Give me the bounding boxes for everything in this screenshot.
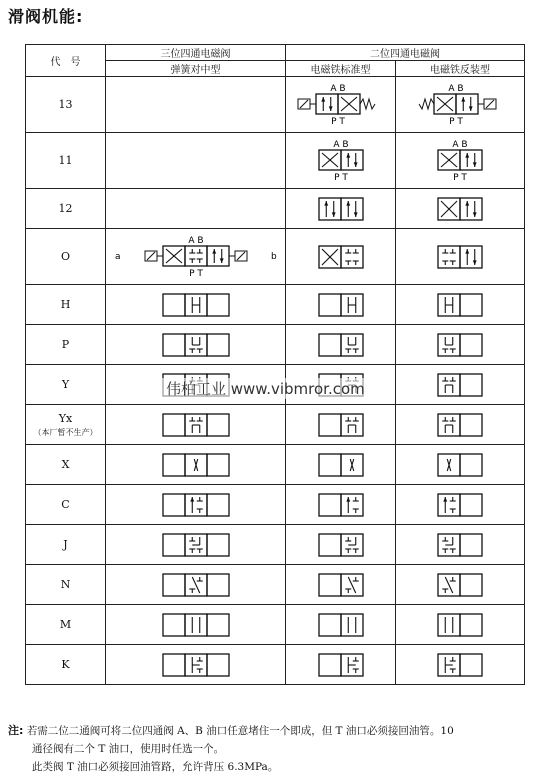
valve-position-box	[185, 534, 207, 556]
valve-symbol-standard-13	[288, 79, 394, 131]
cell-two-standard	[286, 485, 396, 525]
valve-position-box	[185, 654, 207, 676]
valve-position-box	[341, 198, 363, 220]
cell-three-position	[106, 525, 286, 565]
valve-symbol-standard-x	[301, 450, 381, 480]
row-code-text: Y	[61, 378, 70, 391]
note-line-1: 若需二位二通阀可将二位四通阀 A、B 油口任意堵住一个即成，但 T 油口必须接回油管。10	[26, 725, 454, 737]
valve-symbol-standard-k	[301, 650, 381, 680]
cell-two-standard	[286, 77, 396, 133]
valve-symbol-reversed-11	[420, 135, 500, 187]
valve-position-box	[207, 294, 229, 316]
port-label-ab: A B	[329, 83, 346, 94]
header-reversed-solenoid: 电磁铁反装型	[396, 61, 525, 77]
cell-two-standard	[286, 525, 396, 565]
valve-position-box	[438, 414, 460, 436]
row-code-text: N	[60, 578, 71, 591]
table-row	[26, 285, 525, 325]
cell-two-reversed	[396, 285, 525, 325]
valve-position-box	[460, 334, 482, 356]
table-row	[26, 229, 525, 285]
table-row	[26, 325, 525, 365]
valve-symbol-reversed-j	[420, 530, 500, 560]
valve-position-box	[460, 150, 482, 170]
port-label-pt: P T	[188, 268, 203, 279]
table-row	[26, 605, 525, 645]
valve-position-box	[207, 654, 229, 676]
valve-position-box	[438, 150, 460, 170]
valve-position-box	[341, 246, 363, 268]
valve-position-box	[460, 294, 482, 316]
cell-three-position	[106, 605, 286, 645]
valve-position-box	[319, 574, 341, 596]
valve-position-box	[438, 454, 460, 476]
cell-two-reversed	[396, 365, 525, 405]
cell-three-position	[106, 133, 286, 189]
cell-two-standard	[286, 405, 396, 445]
valve-position-box	[163, 334, 185, 356]
valve-position-box	[460, 574, 482, 596]
valve-position-box	[163, 534, 185, 556]
valve-position-box	[460, 374, 482, 396]
valve-symbol-standard-m	[301, 610, 381, 640]
valve-position-box	[460, 534, 482, 556]
cell-three-position	[106, 189, 286, 229]
valve-position-box	[163, 246, 185, 266]
valve-position-box	[319, 246, 341, 268]
valve-position-box	[438, 374, 460, 396]
row-code	[26, 325, 106, 365]
valve-position-box	[460, 246, 482, 268]
cell-three-position	[106, 77, 286, 133]
valve-symbol-standard-h	[301, 290, 381, 320]
header-three-position: 三位四通电磁阀	[106, 45, 286, 61]
watermark: 伟柏工业 www.vibmror.com	[162, 378, 369, 399]
valve-position-box	[207, 414, 229, 436]
valve-position-box	[207, 334, 229, 356]
row-code	[26, 189, 106, 229]
valve-position-box	[163, 574, 185, 596]
valve-position-box	[185, 334, 207, 356]
valve-position-box	[438, 294, 460, 316]
valve-symbol-standard-n	[301, 570, 381, 600]
cell-two-reversed	[396, 325, 525, 365]
row-code-text: 12	[58, 202, 73, 215]
row-code-text: C	[61, 498, 70, 511]
valve-symbol-standard-12	[301, 194, 381, 224]
valve-position-box	[438, 246, 460, 268]
valve-symbol-reversed-h	[420, 290, 500, 320]
cell-two-reversed	[396, 645, 525, 685]
row-code	[26, 133, 106, 189]
cell-two-standard	[286, 229, 396, 285]
valve-position-box	[456, 94, 478, 114]
port-label-ab: A B	[187, 235, 204, 246]
valve-symbol-standard-c	[301, 490, 381, 520]
table-row	[26, 133, 525, 189]
header-two-position: 二位四通电磁阀	[286, 45, 525, 61]
valve-symbol-three-o	[108, 231, 284, 283]
valve-position-box	[163, 614, 185, 636]
header-standard-solenoid: 电磁铁标准型	[286, 61, 396, 77]
valve-symbol-standard-j	[301, 530, 381, 560]
valve-position-box	[185, 414, 207, 436]
note-line-3: 此类阀 T 油口必须接回油管路，允许背压 6.3MPa。	[32, 761, 279, 773]
cell-three-position	[106, 565, 286, 605]
cell-two-reversed	[396, 229, 525, 285]
cell-two-reversed	[396, 189, 525, 229]
valve-symbol-reversed-x	[420, 450, 500, 480]
port-label-pt: P T	[330, 116, 345, 127]
valve-symbol-three-c	[131, 490, 261, 520]
valve-symbol-reversed-k	[420, 650, 500, 680]
row-code	[26, 485, 106, 525]
valve-position-box	[207, 454, 229, 476]
valve-symbol-three-yx	[131, 410, 261, 440]
valve-symbol-reversed-n	[420, 570, 500, 600]
valve-position-box	[185, 246, 207, 266]
row-code	[26, 645, 106, 685]
valve-position-box	[438, 494, 460, 516]
row-code-text: X	[61, 458, 70, 471]
port-label-pt: P T	[449, 116, 463, 127]
valve-position-box	[319, 198, 341, 220]
valve-symbol-three-h	[131, 290, 261, 320]
cell-two-standard	[286, 645, 396, 685]
row-code-text: P	[61, 338, 70, 351]
row-code-text: Yx	[58, 411, 73, 425]
valve-position-box	[185, 454, 207, 476]
row-code	[26, 605, 106, 645]
valve-position-box	[460, 454, 482, 476]
valve-position-box	[207, 614, 229, 636]
valve-position-box	[460, 654, 482, 676]
valve-position-box	[460, 414, 482, 436]
table-row	[26, 405, 525, 445]
note-label: 注:	[8, 724, 24, 737]
table-row	[26, 189, 525, 229]
cell-two-standard	[286, 565, 396, 605]
cell-three-position	[106, 485, 286, 525]
valve-position-box	[185, 574, 207, 596]
row-code-text: K	[61, 658, 70, 671]
valve-position-box	[316, 94, 338, 114]
valve-symbol-three-m	[131, 610, 261, 640]
table-row	[26, 525, 525, 565]
page-title: 滑阀机能:	[8, 7, 84, 26]
valve-position-box	[341, 614, 363, 636]
cell-two-reversed	[396, 405, 525, 445]
table-row	[26, 445, 525, 485]
valve-position-box	[341, 150, 363, 170]
cell-two-standard	[286, 189, 396, 229]
port-label-pt: P T	[453, 172, 467, 183]
valve-position-box	[341, 454, 363, 476]
valve-position-box	[341, 334, 363, 356]
port-label-ab: A B	[452, 139, 468, 150]
valve-position-box	[341, 574, 363, 596]
row-code-note: （本厂暂不生产）	[33, 427, 98, 437]
valve-position-box	[341, 414, 363, 436]
cell-two-standard	[286, 285, 396, 325]
port-label-ab: A B	[332, 139, 349, 150]
row-code-text: O	[60, 250, 71, 263]
cell-two-reversed	[396, 485, 525, 525]
table-row	[26, 565, 525, 605]
solenoid-label-b: b	[270, 251, 277, 262]
table-row	[26, 485, 525, 525]
valve-position-box	[207, 574, 229, 596]
table-row	[26, 645, 525, 685]
valve-symbol-three-x	[131, 450, 261, 480]
valve-position-box	[438, 334, 460, 356]
valve-position-box	[185, 614, 207, 636]
valve-symbol-three-n	[131, 570, 261, 600]
slide-valve-function-table	[25, 44, 525, 685]
valve-symbol-reversed-12	[420, 194, 500, 224]
valve-position-box	[438, 654, 460, 676]
valve-position-box	[438, 614, 460, 636]
valve-position-box	[341, 294, 363, 316]
row-code-text: M	[59, 618, 72, 631]
valve-position-box	[434, 94, 456, 114]
row-code-text: 13	[58, 98, 73, 111]
valve-position-box	[460, 198, 482, 220]
cell-three-position	[106, 445, 286, 485]
valve-symbol-standard-o	[301, 241, 381, 273]
valve-position-box	[338, 94, 360, 114]
row-code	[26, 77, 106, 133]
valve-symbol-three-j	[131, 530, 261, 560]
valve-position-box	[341, 494, 363, 516]
valve-symbol-reversed-p	[420, 330, 500, 360]
cell-two-standard	[286, 133, 396, 189]
valve-position-box	[163, 294, 185, 316]
header-spring-centered: 弹簧对中型	[106, 61, 286, 77]
row-code-text: H	[60, 298, 71, 311]
valve-symbol-reversed-o	[420, 241, 500, 273]
valve-position-box	[341, 534, 363, 556]
valve-position-box	[319, 294, 341, 316]
valve-position-box	[319, 654, 341, 676]
valve-position-box	[460, 614, 482, 636]
valve-symbol-reversed-13	[400, 79, 520, 131]
valve-position-box	[319, 614, 341, 636]
cell-three-position	[106, 325, 286, 365]
cell-two-reversed	[396, 565, 525, 605]
row-code	[26, 285, 106, 325]
row-code	[26, 229, 106, 285]
valve-position-box	[319, 534, 341, 556]
valve-position-box	[163, 654, 185, 676]
port-label-pt: P T	[333, 172, 348, 183]
cell-three-position	[106, 405, 286, 445]
cell-two-reversed	[396, 133, 525, 189]
cell-two-reversed	[396, 445, 525, 485]
row-code-text: J	[63, 538, 68, 551]
valve-position-box	[319, 494, 341, 516]
valve-symbol-standard-11	[301, 135, 381, 187]
row-code	[26, 565, 106, 605]
row-code	[26, 525, 106, 565]
valve-position-box	[319, 414, 341, 436]
valve-position-box	[163, 414, 185, 436]
valve-position-box	[185, 494, 207, 516]
valve-position-box	[438, 198, 460, 220]
valve-position-box	[163, 494, 185, 516]
valve-position-box	[341, 654, 363, 676]
table-row	[26, 77, 525, 133]
valve-position-box	[319, 150, 341, 170]
valve-position-box	[207, 534, 229, 556]
footnote	[8, 722, 544, 776]
valve-position-box	[185, 294, 207, 316]
cell-two-reversed	[396, 77, 525, 133]
row-code	[26, 445, 106, 485]
valve-symbol-three-k	[131, 650, 261, 680]
cell-two-reversed	[396, 525, 525, 565]
valve-symbol-reversed-yx	[420, 410, 500, 440]
valve-symbol-reversed-y	[420, 370, 500, 400]
valve-position-box	[319, 454, 341, 476]
row-code	[26, 405, 106, 445]
valve-position-box	[438, 534, 460, 556]
cell-three-position	[106, 229, 286, 285]
cell-two-standard	[286, 445, 396, 485]
valve-position-box	[460, 494, 482, 516]
valve-position-box	[207, 494, 229, 516]
solenoid-label-a: a	[114, 251, 121, 262]
port-label-ab: A B	[448, 83, 464, 94]
valve-position-box	[438, 574, 460, 596]
valve-symbol-standard-p	[301, 330, 381, 360]
valve-symbol-three-p	[131, 330, 261, 360]
cell-two-standard	[286, 605, 396, 645]
valve-symbol-reversed-c	[420, 490, 500, 520]
header-code: 代 号	[26, 45, 106, 77]
cell-two-reversed	[396, 605, 525, 645]
row-code	[26, 365, 106, 405]
valve-symbol-standard-yx	[301, 410, 381, 440]
note-line-2: 通径阀有二个 T 油口，使用时任选一个。	[32, 743, 225, 755]
cell-three-position	[106, 645, 286, 685]
cell-three-position	[106, 285, 286, 325]
valve-position-box	[319, 334, 341, 356]
valve-position-box	[163, 454, 185, 476]
row-code-text: 11	[58, 154, 73, 167]
cell-two-standard	[286, 325, 396, 365]
valve-symbol-reversed-m	[420, 610, 500, 640]
valve-position-box	[207, 246, 229, 266]
